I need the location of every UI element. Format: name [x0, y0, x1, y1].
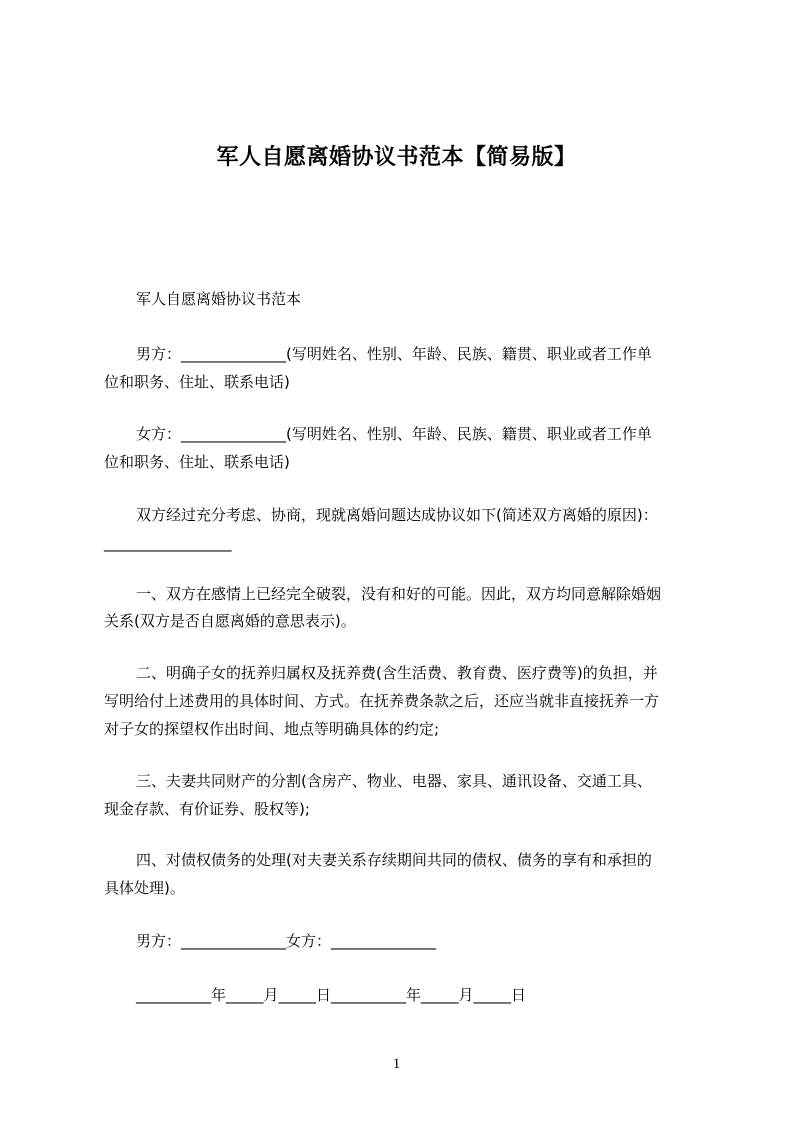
female-desc-line2: 位和职务、住址、联系电话) [104, 453, 290, 471]
clause4-line2: 具体处理)。 [104, 879, 185, 897]
clause2-line1: 二、明确子女的抚养归属权及抚养费(含生活费、教育费、医疗费等)的负担，并 [136, 664, 658, 682]
clause1-line2: 关系(双方是否自愿离婚的意思表示)。 [104, 612, 356, 630]
document-title: 军人自愿离婚协议书范本【简易版】 [216, 145, 577, 170]
signature-female-label: 女方： [286, 932, 332, 950]
date-line: __________年_____月_____日__________年_____月_____日 [136, 986, 527, 1004]
signature-male-label: 男方： [136, 932, 182, 950]
intro-line1: 双方经过充分考虑、协商，现就离婚问题达成协议如下(简述双方离婚的原因)： [136, 506, 658, 524]
female-label: 女方： [136, 425, 182, 443]
intro-blank: _________________ [104, 534, 232, 552]
clause4-line1: 四、对债权债务的处理(对夫妻关系存续期间共同的债权、债务的享有和承担的 [136, 851, 652, 869]
signature-male-blank: ______________ [181, 932, 287, 950]
male-desc-line1: (写明姓名、性别、年龄、民族、籍贯、职业或者工作单 [286, 345, 652, 363]
male-blank: ______________ [181, 345, 287, 363]
clause2-line2: 写明给付上述费用的具体时间、方式。在抚养费条款之后，还应当就非直接抚养一方 [104, 692, 660, 710]
female-desc-line1: (写明姓名、性别、年龄、民族、籍贯、职业或者工作单 [286, 425, 652, 443]
clause3-line1: 三、夫妻共同财产的分割(含房产、物业、电器、家具、通讯设备、交通工具、 [136, 772, 652, 790]
clause3-line2: 现金存款、有价证券、股权等); [104, 800, 310, 818]
clause2-line3: 对子女的探望权作出时间、地点等明确具体的约定; [104, 720, 440, 738]
female-blank: ______________ [181, 425, 287, 443]
female-party-line1 [136, 420, 736, 448]
male-desc-line2: 位和职务、住址、联系电话) [104, 373, 290, 391]
male-party-line1 [136, 340, 736, 368]
signature-female-blank: ______________ [331, 932, 437, 950]
subtitle: 军人自愿离婚协议书范本 [136, 290, 302, 308]
signature-line [136, 927, 736, 955]
clause1-line1: 一、双方在感情上已经完全破裂，没有和好的可能。因此，双方均同意解除婚姻 [136, 585, 662, 603]
page-number: 1 [392, 1056, 401, 1072]
male-label: 男方： [136, 345, 182, 363]
